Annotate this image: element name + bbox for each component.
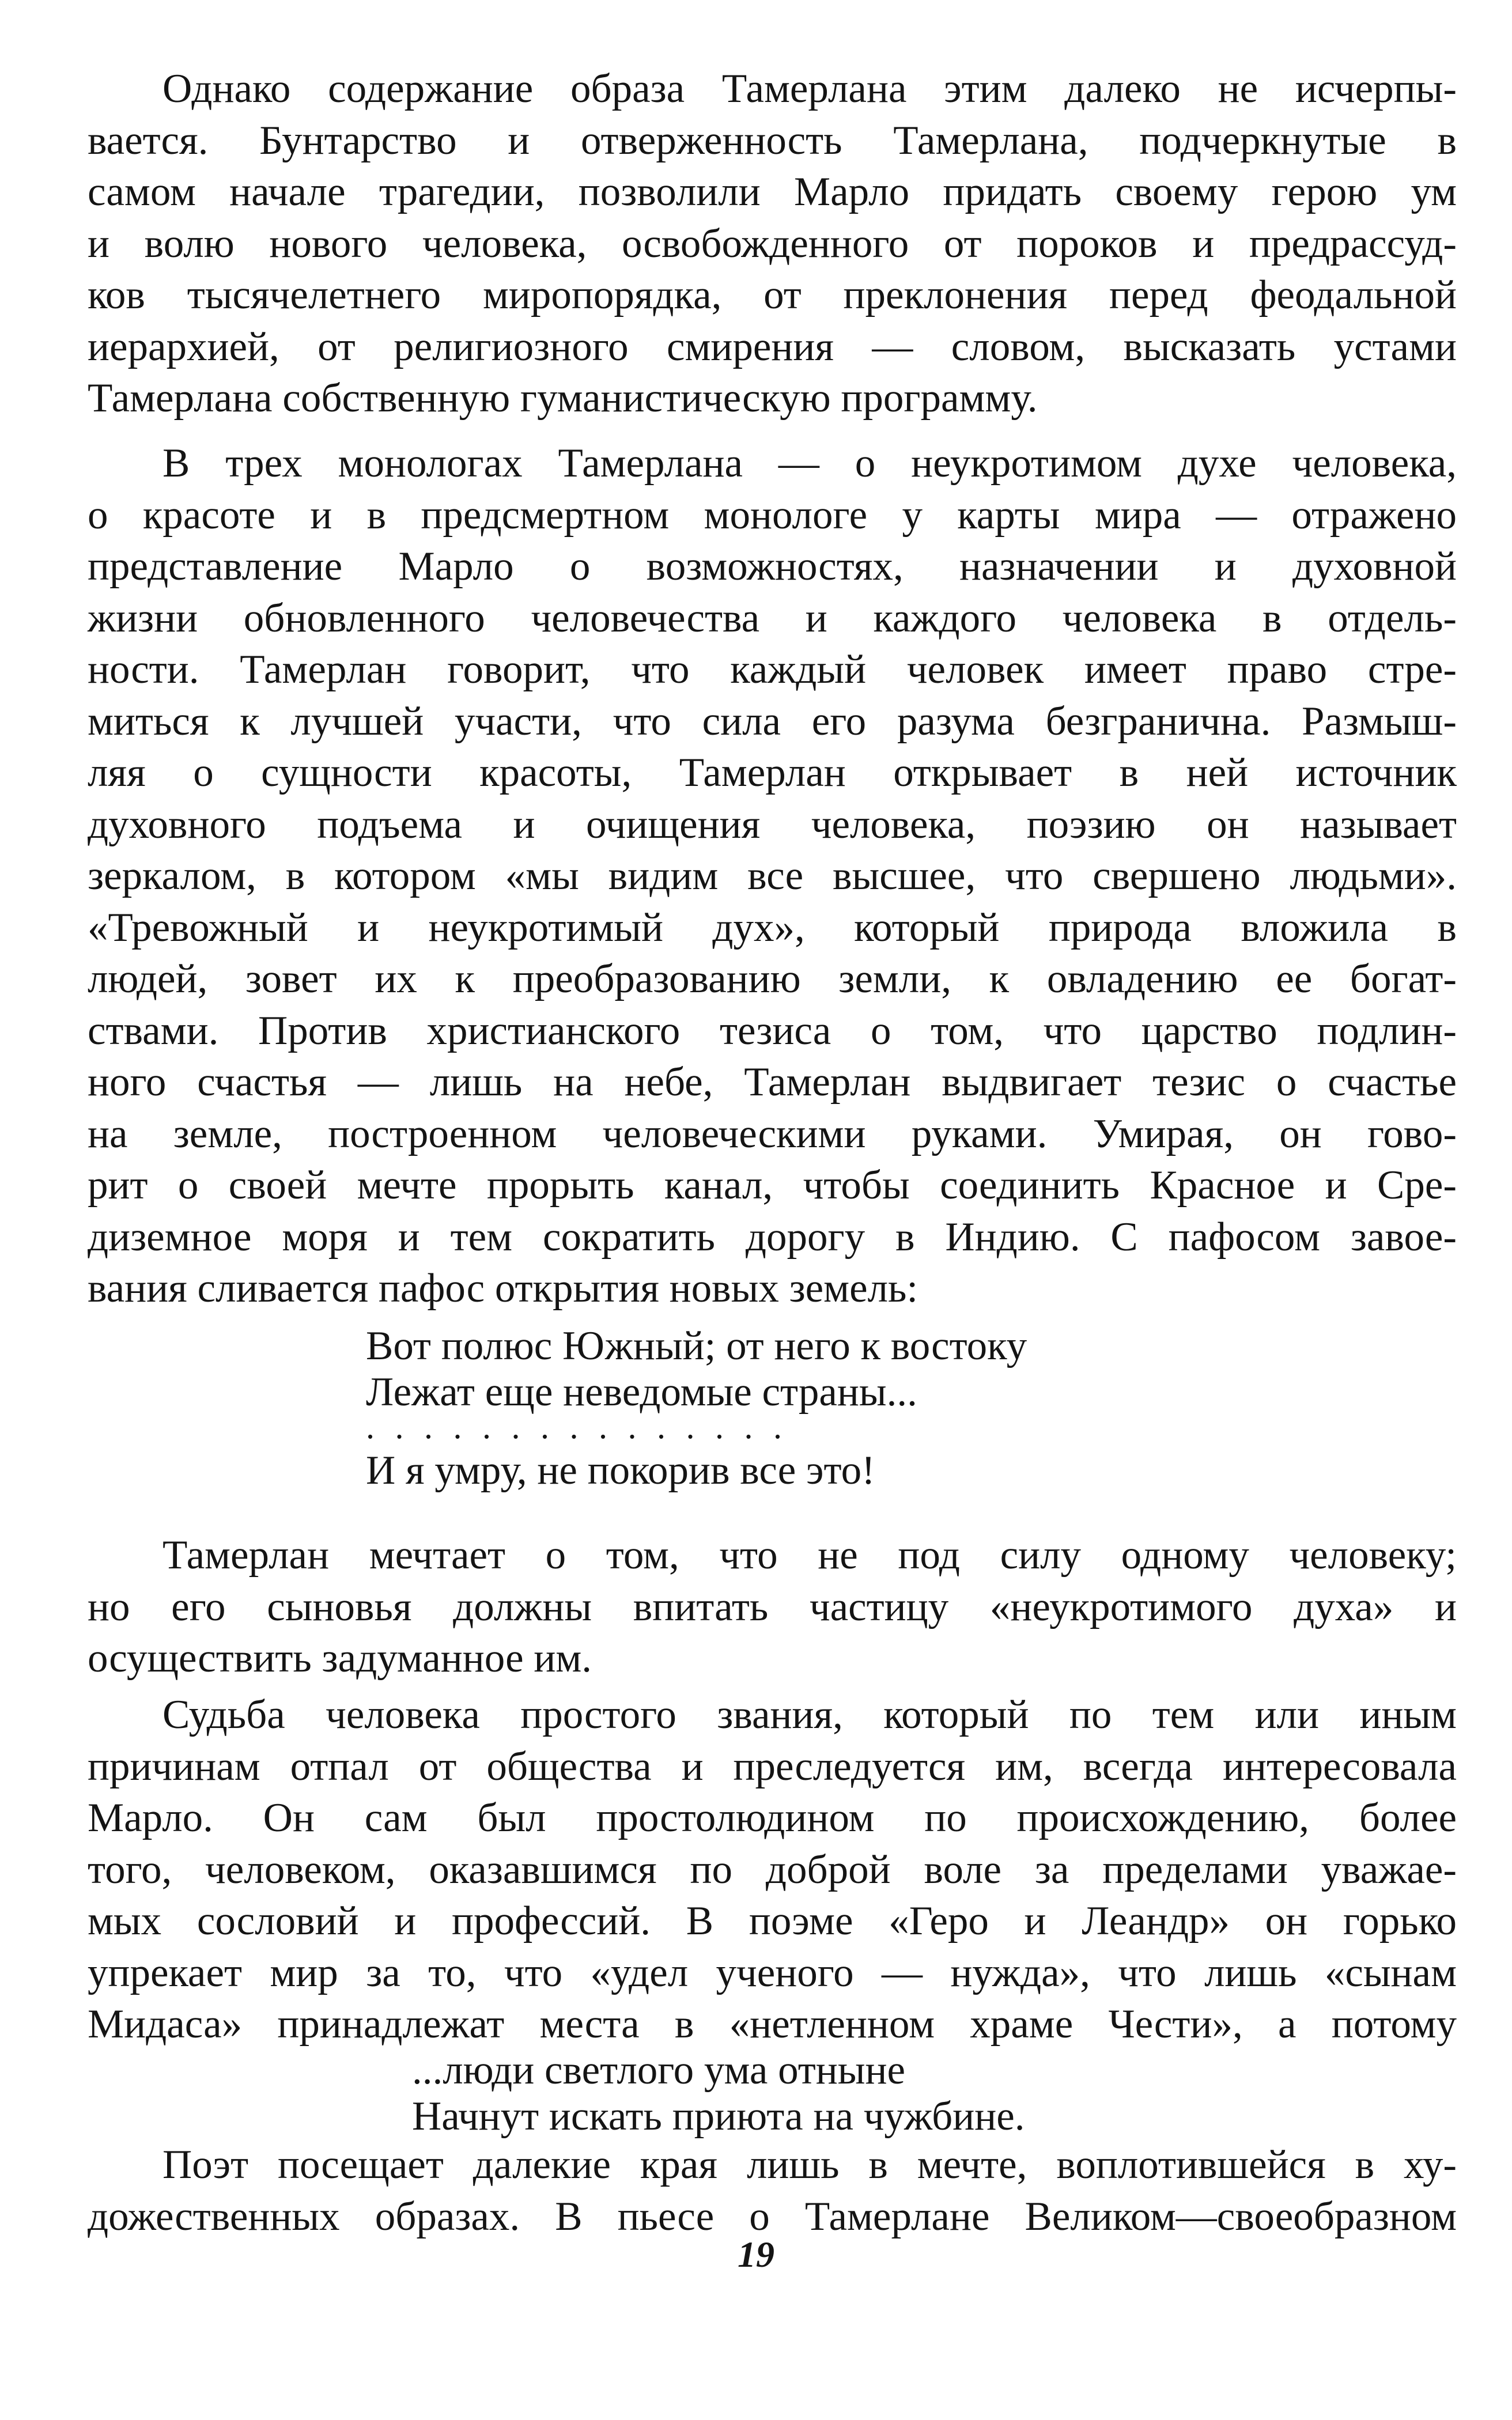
- text-line: но его сыновья должны впитать частицу «неукротимого духа» и: [88, 1584, 1457, 1629]
- paragraph-1: [88, 63, 1457, 425]
- text-line: ности. Тамерлан говорит, что каждый человек имеет право стре-: [88, 647, 1457, 692]
- text-line: вается. Бунтарство и отверженность Тамерлана, подчеркнутые в: [88, 118, 1457, 163]
- text-line: ствами. Против христианского тезиса о том, что царство подлин-: [88, 1008, 1457, 1053]
- text-line: упрекает мир за то, что «удел ученого — нужда», что лишь «сынам: [88, 1950, 1457, 1995]
- verse-line: Лежат еще неведомые страны...: [366, 1370, 917, 1415]
- paragraph-2: [88, 438, 1457, 1315]
- text-line: ков тысячелетнего миропорядка, от преклонения перед феодальной: [88, 273, 1457, 317]
- text-line: Тамерлан мечтает о том, что не под силу одному человеку;: [162, 1533, 1457, 1578]
- text-line: Судьба человека простого звания, который по тем или иным: [162, 1692, 1457, 1737]
- text-line: Поэт посещает далекие края лишь в мечте, воплотившейся в ху-: [162, 2142, 1457, 2187]
- text-line: осуществить задуманное им.: [88, 1636, 592, 1681]
- page-number: 19: [738, 2234, 774, 2275]
- text-line: духовного подъема и очищения человека, поэзию он называет: [88, 801, 1457, 847]
- verse-line: И я умру, не покорив все это!: [366, 1448, 875, 1493]
- text-line: Мидаса» принадлежат места в «нетленном храме Чести», а потому: [88, 2002, 1457, 2047]
- verse-line: ...люди светлого ума отныне: [412, 2048, 905, 2093]
- text-line: Тамерлана собственную гуманистическую программу.: [88, 376, 1038, 421]
- text-line: В трех монологах Тамерлана — о неукротимом духе человека,: [162, 441, 1457, 486]
- verse-line: Вот полюс Южный; от него к востоку: [366, 1324, 1027, 1368]
- text-line: того, человеком, оказавшимся по доброй воле за пределами уважае-: [88, 1847, 1457, 1892]
- text-line: ного счастья — лишь на небе, Тамерлан выдвигает тезис о счастье: [88, 1060, 1457, 1105]
- text-line: Марло. Он сам был простолюдином по происхождению, более: [88, 1795, 1457, 1840]
- text-line: самом начале трагедии, позволили Марло придать своему герою ум: [88, 169, 1457, 214]
- text-line: на земле, построенном человеческими руками. Умирая, он гово-: [88, 1111, 1457, 1156]
- text-line: представление Марло о возможностях, назначении и духовной: [88, 544, 1457, 589]
- verse-ellipsis: ...............: [366, 1408, 803, 1446]
- text-line: миться к лучшей участи, что сила его разума безгранична. Размыш-: [88, 698, 1457, 744]
- text-line: дожественных образах. В пьесе о Тамерлане Великом—своеобразном: [88, 2194, 1457, 2239]
- paragraph-5: [88, 2139, 1457, 2243]
- text-line: вания сливается пафос открытия новых земель:: [88, 1266, 918, 1311]
- text-line: зеркалом, в котором «мы видим все высшее, что свершено людьми».: [88, 853, 1457, 898]
- paragraph-3: [88, 1530, 1457, 1685]
- verse-quote-1: [366, 1323, 1027, 1493]
- text-line: людей, зовет их к преобразованию земли, к овладению ее богат-: [88, 956, 1457, 1001]
- text-line: Однако содержание образа Тамерлана этим далеко не исчерпы-: [162, 66, 1457, 111]
- text-line: жизни обновленного человечества и каждого человека в отдель-: [88, 595, 1457, 641]
- text-line: «Тревожный и неукротимый дух», который природа вложила в: [88, 905, 1457, 950]
- text-line: причинам отпал от общества и преследуется им, всегда интересовала: [88, 1744, 1457, 1789]
- paragraph-4: [88, 1689, 1457, 2051]
- verse-quote-2: [412, 2047, 1025, 2139]
- text-line: диземное моря и тем сократить дорогу в Индию. С пафосом завое-: [88, 1214, 1457, 1260]
- text-line: и волю нового человека, освобожденного от пороков и предрассуд-: [88, 221, 1457, 266]
- text-line: рит о своей мечте прорыть канал, чтобы соединить Красное и Сре-: [88, 1163, 1457, 1208]
- text-line: о красоте и в предсмертном монологе у карты мира — отражено: [88, 492, 1457, 538]
- text-line: мых сословий и профессий. В поэме «Геро и Леандр» он горько: [88, 1899, 1457, 1943]
- text-line: иерархией, от религиозного смирения — словом, высказать устами: [88, 324, 1457, 369]
- text-line: ляя о сущности красоты, Тамерлан открывает в ней источник: [88, 750, 1457, 795]
- verse-line: Начнут искать приюта на чужбине.: [412, 2094, 1025, 2139]
